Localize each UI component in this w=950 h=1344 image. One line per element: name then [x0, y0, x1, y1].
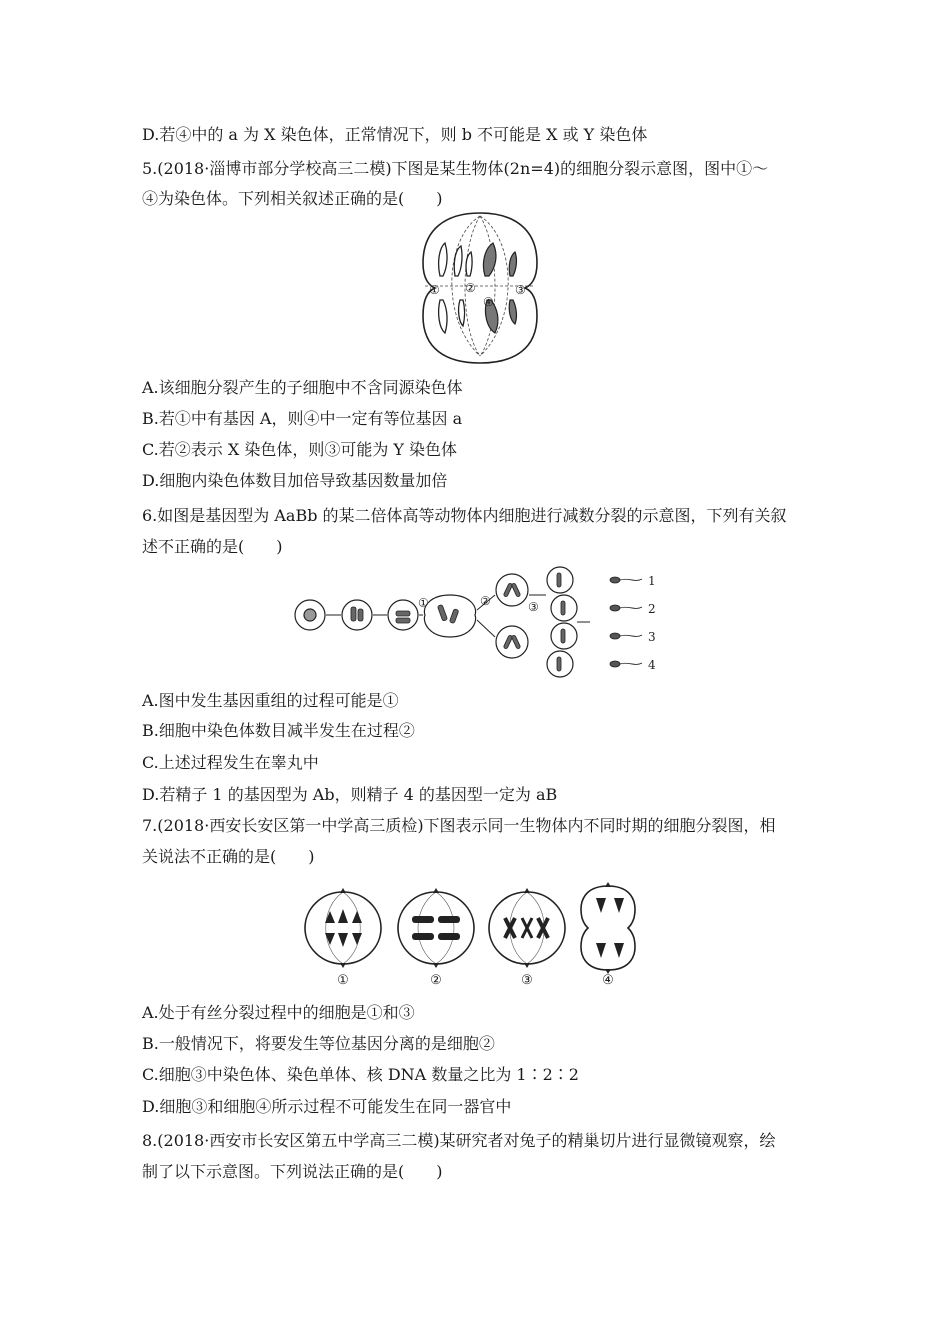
label-4: ④: [483, 295, 494, 309]
sperm-3: 3: [648, 630, 656, 644]
q5-option-d: D.细胞内染色体数目加倍导致基因数量加倍: [142, 471, 448, 490]
q7-option-d: D.细胞③和细胞④所示过程不可能发生在同一器官中: [142, 1097, 512, 1116]
q7-option-b: B.一般情况下，将要发生等位基因分离的是细胞②: [142, 1034, 495, 1053]
q6-stem-line2: 述不正确的是( ): [142, 537, 283, 556]
q5-stem-line1: 5.(2018·淄博市部分学校高三二模)下图是某生物体(2n=4)的细胞分裂示意图，图中①～: [142, 159, 769, 178]
step-2: ②: [480, 594, 491, 608]
sperm-4: 4: [648, 658, 656, 672]
q6-option-c: C.上述过程发生在睾丸中: [142, 753, 319, 772]
q4-option-d: D.若④中的 a 为 X 染色体，正常情况下，则 b 不可能是 X 或 Y 染色体: [142, 125, 648, 144]
q7-option-a: A.处于有丝分裂过程中的细胞是①和③: [142, 1003, 415, 1022]
fig7-caption-3: ③: [521, 973, 533, 988]
label-2: ②: [465, 281, 476, 295]
step-3: ③: [528, 600, 539, 614]
q6-option-d: D.若精子 1 的基因型为 Ab，则精子 4 的基因型一定为 aB: [142, 785, 558, 804]
q5-stem-line2: ④为染色体。下列相关叙述正确的是( ): [142, 189, 443, 208]
q7-option-c: C.细胞③中染色体、染色单体、核 DNA 数量之比为 1∶2∶2: [142, 1065, 579, 1084]
fig7-caption-2: ②: [430, 973, 442, 988]
q5-option-a: A.该细胞分裂产生的子细胞中不含同源染色体: [142, 378, 463, 397]
sperm-1: 1: [648, 574, 656, 588]
q8-stem-line1: 8.(2018·西安市长安区第五中学高三二模)某研究者对兔子的精巢切片进行显微镜观察，绘: [142, 1131, 776, 1150]
label-1: ①: [429, 283, 440, 297]
fig7-caption-4: ④: [602, 973, 614, 988]
q7-stem-line1: 7.(2018·西安长安区第一中学高三质检)下图表示同一生物体内不同时期的细胞分裂图，相: [142, 816, 776, 835]
q6-stem-line1: 6.如图是基因型为 AaBb 的某二倍体高等动物体内细胞进行减数分裂的示意图，下列有关叙: [142, 506, 787, 525]
label-3: ③: [515, 283, 526, 297]
q7-cell-figures: [300, 878, 650, 978]
q6-meiosis-diagram: [290, 565, 670, 680]
q5-option-c: C.若②表示 X 染色体，则③可能为 Y 染色体: [142, 440, 458, 459]
step-1: ①: [418, 596, 429, 610]
q7-stem-line2: 关说法不正确的是( ): [142, 847, 315, 866]
fig7-caption-1: ①: [337, 973, 349, 988]
q6-option-a: A.图中发生基因重组的过程可能是①: [142, 691, 399, 710]
q5-cell-diagram: [415, 208, 545, 368]
q6-option-b: B.细胞中染色体数目减半发生在过程②: [142, 721, 415, 740]
q8-stem-line2: 制了以下示意图。下列说法正确的是( ): [142, 1162, 443, 1181]
q5-option-b: B.若①中有基因 A，则④中一定有等位基因 a: [142, 409, 463, 428]
sperm-2: 2: [648, 602, 656, 616]
